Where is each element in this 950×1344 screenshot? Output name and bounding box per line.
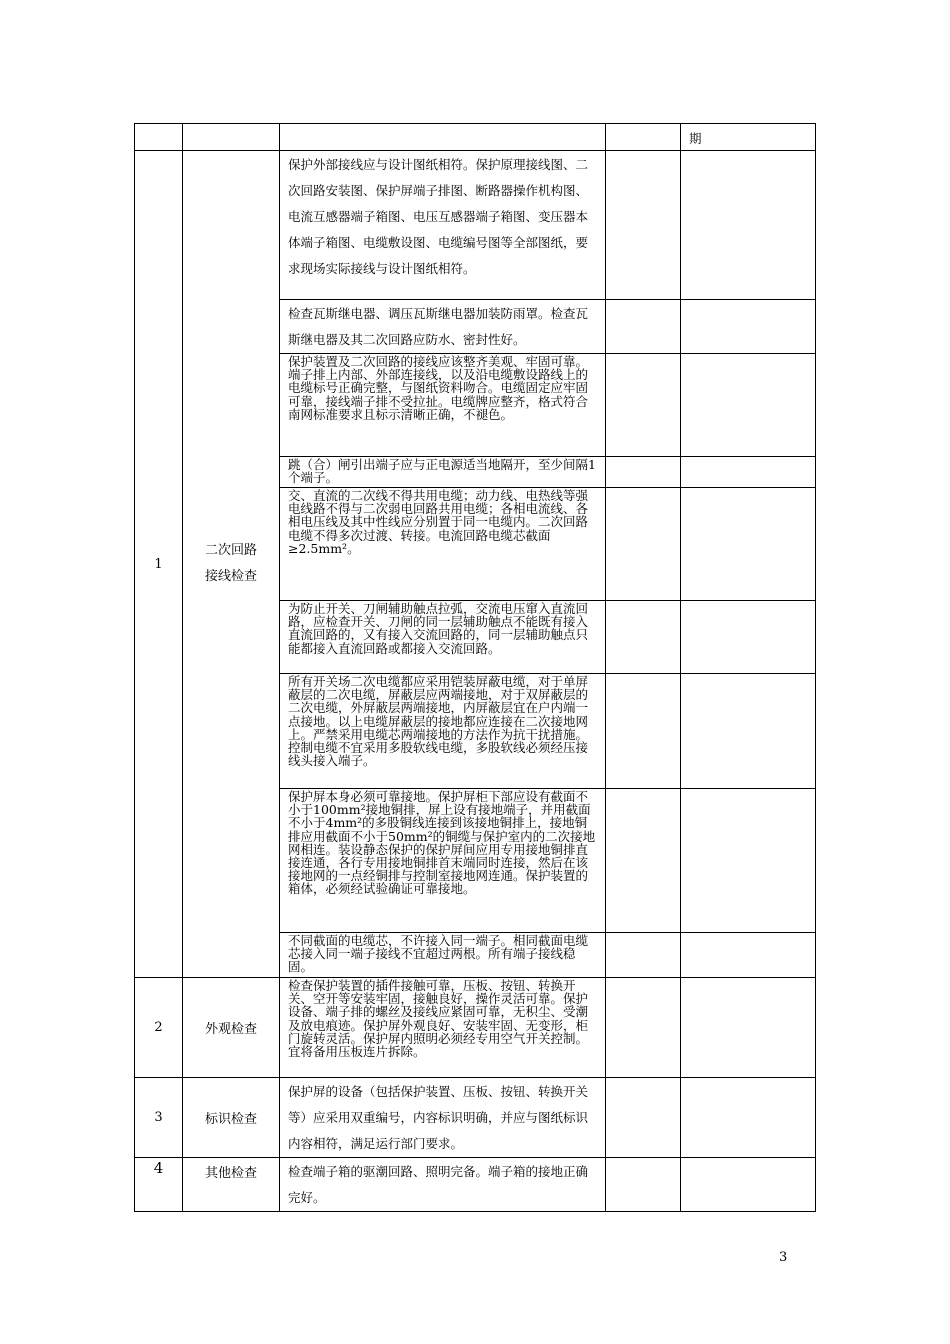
page-number: 3 (779, 1250, 788, 1265)
result-cell (606, 300, 681, 354)
date-cell (681, 674, 816, 789)
result-cell (606, 601, 681, 674)
header-cell-category (183, 124, 280, 151)
item-category (183, 151, 280, 978)
result-cell (606, 457, 681, 488)
date-cell (681, 354, 816, 457)
date-cell (681, 1158, 816, 1212)
header-cell-num (135, 124, 183, 151)
date-cell (681, 933, 816, 978)
item-description: 为防止开关、刀闸辅助触点拉弧，交流电压窜入直流回路，应检查开关、刀闸的同一层辅助触点不能既有接入直流回路的，又有接入交流回路的，同一层辅助触点只能都接入直流回路或都接入交流回路。 (280, 601, 606, 674)
item-category: 外观检查 (183, 978, 280, 1078)
item-description: 保护屏本身必须可靠接地。保护屏柜下部应设有截面不小于100mm²接地铜排，屏上设有接地端子，并用截面不小于4mm²的多股铜线连接到该接地铜排上，接地铜排应用截面不小于50mm²的铜缆与保护室内的二次接地网相连。装设静态保护的保护屏间应用专用接地铜排直接连通，各行专用接地铜排首末端同时连接，然后在该接地网的一点经铜排与控制室接地网连通。保护装置的箱体，必须经试验确证可靠接地。 (280, 789, 606, 933)
date-cell (681, 488, 816, 601)
item-description: 检查端子箱的驱潮回路、照明完备。端子箱的接地正确完好。 (280, 1158, 606, 1212)
result-cell (606, 674, 681, 789)
item-category: 其他检查 (183, 1158, 280, 1212)
result-cell (606, 978, 681, 1078)
item-description: 检查保护装置的插件接触可靠，压板、按钮、转换开关、空开等安装牢固，接触良好，操作灵活可靠。保护设备、端子排的螺丝及接线应紧固可靠，无积尘、受潮及放电痕迹。保护屏外观良好、安装牢固、无变形，柜门旋转灵活。保护屏内照明必须经专用空气开关控制。宜将备用压板连片拆除。 (280, 978, 606, 1078)
item-description: 跳（合）闸引出端子应与正电源适当地隔开，至少间隔1个端子。 (280, 457, 606, 488)
table-row (135, 151, 816, 300)
item-description: 不同截面的电缆芯，不许接入同一端子。相同截面电缆芯接入同一端子接线不宜超过两根。所有端子接线稳固。 (280, 933, 606, 978)
item-number: 2 (135, 978, 183, 1078)
item-number: 1 (135, 151, 183, 978)
table-row (135, 1078, 816, 1158)
date-cell (681, 601, 816, 674)
date-cell (681, 1078, 816, 1158)
table-row (135, 978, 816, 1078)
inspection-table (134, 123, 816, 1212)
date-cell (681, 151, 816, 300)
item-description: 交、直流的二次线不得共用电缆；动力线、电热线等强电线路不得与二次弱电回路共用电缆；各相电流线、各相电压线及其中性线应分别置于同一电缆内。二次回路电缆不得多次过渡、转接。电流回路电缆芯截面≥2.5mm²。 (280, 488, 606, 601)
item-description: 保护装置及二次回路的接线应该整齐美观、牢固可靠。端子排上内部、外部连接线，以及沿电缆敷设路线上的电缆标号正确完整，与图纸资料吻合。电缆固定应牢固可靠，接线端子排不受拉扯。电缆牌应整齐，格式符合南网标准要求且标示清晰正确，不褪色。 (280, 354, 606, 457)
result-cell (606, 789, 681, 933)
result-cell (606, 933, 681, 978)
item-description: 所有开关场二次电缆都应采用铠装屏蔽电缆，对于单屏蔽层的二次电缆，屏蔽层应两端接地，对于双屏蔽层的二次电缆，外屏蔽层两端接地，内屏蔽层宜在户内端一点接地。以上电缆屏蔽层的接地都应连接在二次接地网上。严禁采用电缆芯两端接地的方法作为抗干扰措施。控制电缆不宜采用多股软线电缆，多股软线必须经压接线头接入端子。 (280, 674, 606, 789)
header-row (135, 124, 816, 151)
item-category: 标识检查 (183, 1078, 280, 1158)
date-cell (681, 789, 816, 933)
item-number: 4 (135, 1158, 183, 1212)
header-cell-date: 期 (681, 124, 816, 151)
result-cell (606, 151, 681, 300)
result-cell (606, 1158, 681, 1212)
result-cell (606, 488, 681, 601)
item-description: 检查瓦斯继电器、调压瓦斯继电器加装防雨罩。检查瓦斯继电器及其二次回路应防水、密封性好。 (280, 300, 606, 354)
date-cell (681, 300, 816, 354)
header-cell-description (280, 124, 606, 151)
item-description: 保护屏的设备（包括保护装置、压板、按钮、转换开关等）应采用双重编号，内容标识明确，并应与图纸标识内容相符，满足运行部门要求。 (280, 1078, 606, 1158)
item-description: 保护外部接线应与设计图纸相符。保护原理接线图、二次回路安装图、保护屏端子排图、断路器操作机构图、电流互感器端子箱图、电压互感器端子箱图、变压器本体端子箱图、电缆敷设图、电缆编号图等全部图纸，要求现场实际接线与设计图纸相符。 (280, 151, 606, 300)
table-row (135, 1158, 816, 1212)
date-cell (681, 978, 816, 1078)
result-cell (606, 1078, 681, 1158)
item-number: 3 (135, 1078, 183, 1158)
result-cell (606, 354, 681, 457)
header-cell-result (606, 124, 681, 151)
category-label: 二次回路接线检查 (204, 543, 257, 584)
date-cell (681, 457, 816, 488)
